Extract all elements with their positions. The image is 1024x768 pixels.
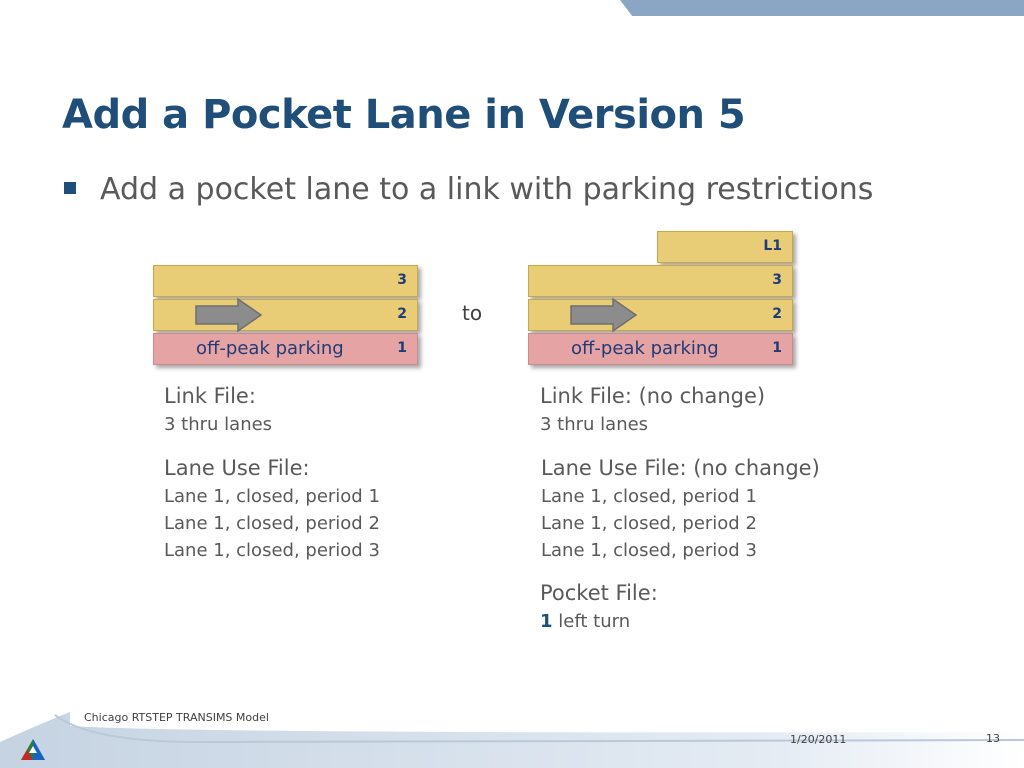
page-number: 13 [986,732,1000,745]
lane-2 [153,299,418,331]
lane-1-parking [153,333,418,365]
lane-use-line: Lane 1, closed, period 2 [541,513,757,534]
bullet-text: Add a pocket lane to a link with parking restrictions [100,172,874,207]
lane-number: 3 [772,272,782,288]
slide-title: Add a Pocket Lane in Version 5 [62,92,746,138]
pocket-lane-l1 [657,231,793,263]
top-accent-bar [620,0,1024,16]
lane-3 [153,265,418,297]
footer-date: 1/20/2011 [790,733,847,746]
pocket-count: 1 [540,611,553,632]
bullet-square-icon [64,182,76,194]
right-arrow-icon [194,297,264,333]
logo-triangle-icon [20,738,46,762]
lane-use-heading: Lane Use File: [164,456,310,480]
pocket-type: left turn [558,611,631,632]
link-file-detail: 3 thru lanes [164,414,273,435]
lane-3 [528,265,793,297]
lane-use-line: Lane 1, closed, period 3 [164,540,380,561]
pocket-file-detail [540,611,630,632]
lane-number: 1 [397,340,407,356]
parking-label: off-peak parking [196,338,344,359]
lane-number: 2 [772,306,782,322]
pocket-file-heading: Pocket File: [540,581,658,605]
link-file-heading: Link File: [164,384,256,408]
lane-number: 2 [397,306,407,322]
lane-number: L1 [763,238,782,254]
parking-label: off-peak parking [571,338,719,359]
lane-1-parking [528,333,793,365]
lane-number: 3 [397,272,407,288]
lane-2 [528,299,793,331]
lane-use-heading: Lane Use File: (no change) [541,456,820,480]
lane-use-line: Lane 1, closed, period 2 [164,513,380,534]
footer-organization: Chicago RTSTEP TRANSIMS Model [84,711,269,724]
lane-use-line: Lane 1, closed, period 1 [164,486,380,507]
link-file-detail: 3 thru lanes [540,414,649,435]
link-file-heading: Link File: (no change) [540,384,766,408]
lane-number: 1 [772,340,782,356]
lane-use-line: Lane 1, closed, period 3 [541,540,757,561]
connector-label: to [462,301,483,325]
lane-use-line: Lane 1, closed, period 1 [541,486,757,507]
right-arrow-icon [569,297,639,333]
